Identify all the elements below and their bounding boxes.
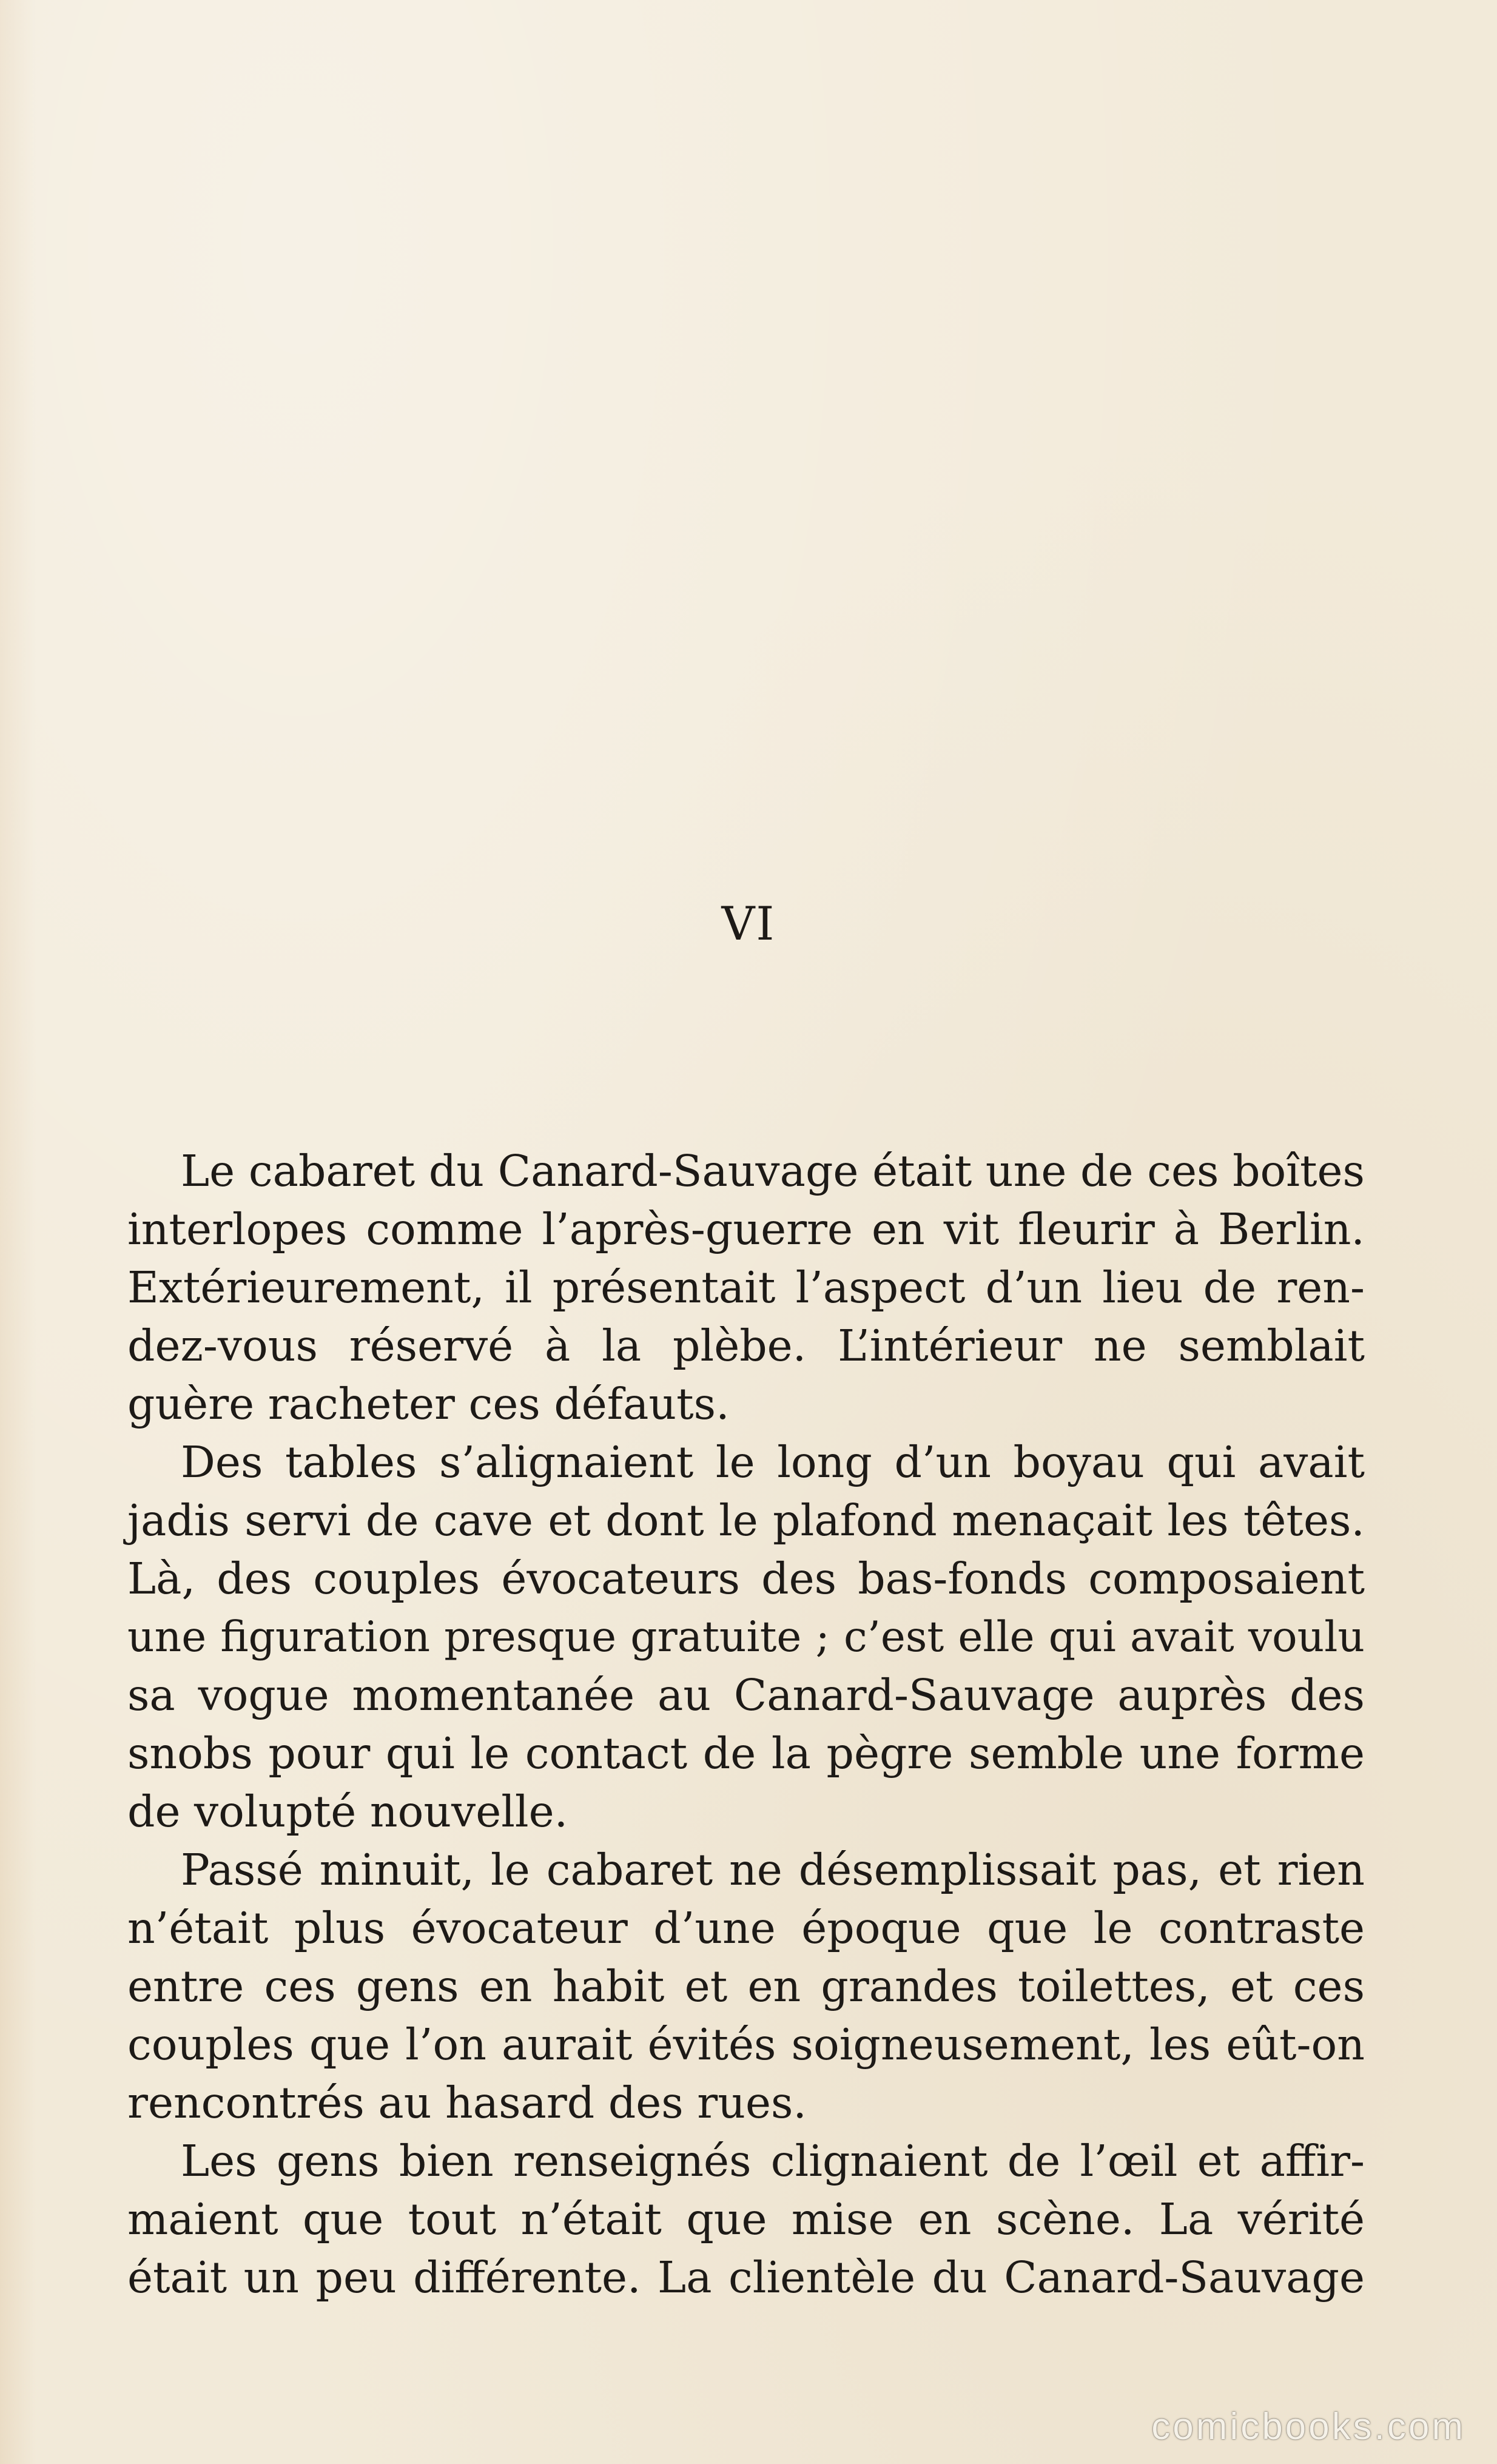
text-line: maient que tout n’était que mise en scène. La vérité bbox=[127, 2194, 1365, 2244]
chapter-number: VI bbox=[721, 897, 776, 951]
text-line: sa vogue momentanée au Canard-Sauvage auprès des bbox=[127, 1670, 1365, 1720]
text-line: Passé minuit, le cabaret ne désemplissait pas, et rien bbox=[181, 1845, 1365, 1895]
text-line: Les gens bien renseignés clignaient de l’œil et affir- bbox=[181, 2136, 1365, 2186]
text-line: jadis servi de cave et dont le plafond menaçait les têtes. bbox=[127, 1495, 1365, 1546]
text-line: Extérieurement, il présentait l’aspect d’un lieu de ren- bbox=[127, 1262, 1365, 1313]
text-line: snobs pour qui le contact de la pègre semble une forme bbox=[127, 1728, 1365, 1779]
text-line: dez-vous réservé à la plèbe. L’intérieur ne semblait bbox=[127, 1321, 1365, 1371]
text-line: entre ces gens en habit et en grandes toilettes, et ces bbox=[127, 1961, 1365, 2011]
text-line: était un peu différente. La clientèle du Canard-Sauvage bbox=[127, 2252, 1365, 2303]
text-line: interlopes comme l’après-guerre en vit fleurir à Berlin. bbox=[127, 1204, 1365, 1254]
paragraph bbox=[127, 1433, 1365, 1841]
body-text bbox=[127, 1142, 1365, 2307]
text-line: Là, des couples évocateurs des bas-fonds composaient bbox=[127, 1553, 1365, 1604]
paragraph bbox=[127, 1841, 1365, 2132]
text-line: guère racheter ces défauts. bbox=[127, 1379, 730, 1429]
text-line: une figuration presque gratuite ; c’est elle qui avait voulu bbox=[127, 1613, 1365, 1661]
watermark: comicbooks.com bbox=[1151, 2406, 1465, 2448]
text-line: de volupté nouvelle. bbox=[127, 1786, 568, 1837]
text-line: Le cabaret du Canard-Sauvage était une de ces boîtes bbox=[181, 1146, 1365, 1196]
text-line: n’était plus évocateur d’une époque que le contraste bbox=[127, 1903, 1365, 1953]
text-line: Des tables s’alignaient le long d’un boyau qui avait bbox=[181, 1437, 1365, 1487]
text-line: couples que l’on aurait évités soigneusement, les eût-on bbox=[127, 2019, 1365, 2070]
text-line: rencontrés au hasard des rues. bbox=[127, 2078, 807, 2128]
paragraph bbox=[127, 1142, 1365, 1433]
paragraph bbox=[127, 2132, 1365, 2307]
